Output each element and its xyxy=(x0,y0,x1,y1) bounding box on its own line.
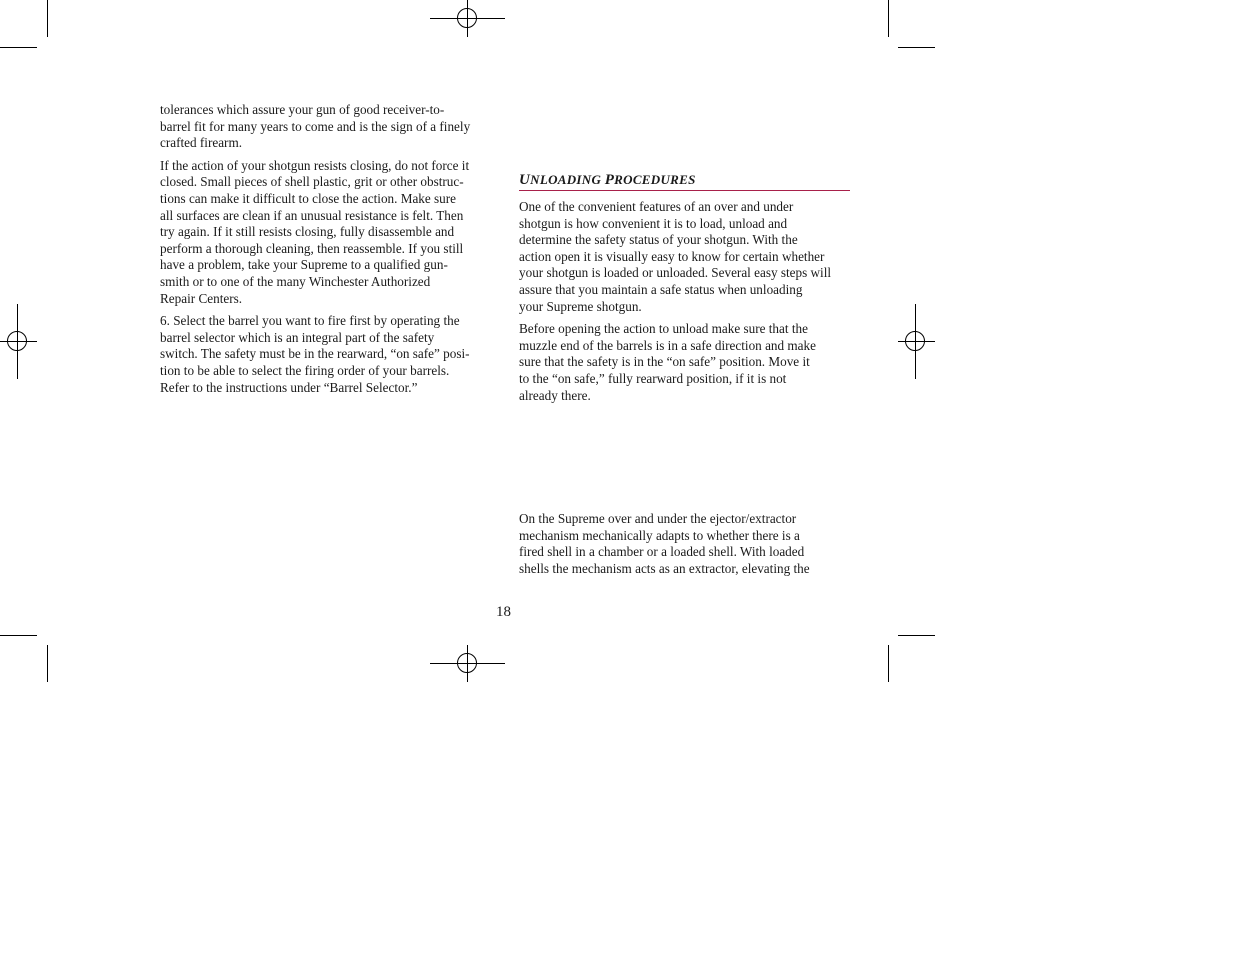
paragraph xyxy=(160,102,495,152)
right-column xyxy=(519,199,854,410)
text-line: have a problem, take your Supreme to a qualified gun- xyxy=(160,257,448,273)
text-line: tions can make it difficult to close the action. Make sure xyxy=(160,190,457,206)
text-line: your shotgun is loaded or unloaded. Several easy steps will xyxy=(519,265,832,281)
text-line: Repair Centers. xyxy=(160,290,243,306)
paragraph xyxy=(519,321,854,404)
text-line: to the “on safe,” fully rearward position, if it is not xyxy=(519,370,787,386)
crop-mark xyxy=(888,0,889,37)
text-line: barrel selector which is an integral part of the safety xyxy=(160,329,435,345)
section-heading xyxy=(519,172,850,191)
text-line: On the Supreme over and under the ejector/extractor xyxy=(519,511,797,526)
text-line: muzzle end of the barrels is in a safe direction and make xyxy=(519,337,816,353)
text-line: Before opening the action to unload make sure that the xyxy=(519,321,808,337)
text-line: tion to be able to select the firing order of your barrels. xyxy=(160,362,450,378)
crop-mark xyxy=(0,47,37,48)
text-line: closed. Small pieces of shell plastic, grit or other obstruc- xyxy=(160,174,464,190)
text-line: sure that the safety is in the “on safe” position. Move it xyxy=(519,354,810,370)
left-column xyxy=(160,102,495,402)
text-line: your Supreme shotgun. xyxy=(519,298,642,314)
text-line: 6. Select the barrel you want to fire first by operating the xyxy=(160,313,460,329)
text-line: perform a thorough cleaning, then reassemble. If you still xyxy=(160,240,464,256)
text-line: fired shell in a chamber or a loaded shell. With loaded xyxy=(519,544,805,560)
crop-mark xyxy=(47,645,48,682)
text-line: shells the mechanism acts as an extractor, elevating the xyxy=(519,560,810,576)
heading-part: P xyxy=(604,172,615,188)
text-line: determine the safety status of your shotgun. With the xyxy=(519,232,798,248)
text-line: mechanism mechanically adapts to whether there is a xyxy=(519,527,800,543)
page-number: 18 xyxy=(496,604,511,620)
text-line: assure that you maintain a safe status when unloading xyxy=(519,281,803,297)
text-line: Refer to the instructions under “Barrel Selector.” xyxy=(160,379,418,395)
crop-mark xyxy=(0,635,37,636)
text-line: already there. xyxy=(519,387,591,403)
crop-mark xyxy=(888,645,889,682)
text-line: shotgun is how convenient it is to load, unload and xyxy=(519,215,788,231)
text-line: If the action of your shotgun resists closing, do not force it xyxy=(160,157,470,173)
text-line: barrel fit for many years to come and is the sign of a finely xyxy=(160,118,471,134)
crop-mark xyxy=(47,0,48,37)
text-line: switch. The safety must be in the rearward, “on safe” posi- xyxy=(160,346,470,362)
text-line: crafted firearm. xyxy=(160,135,242,151)
paragraph xyxy=(519,511,854,577)
crop-mark xyxy=(898,635,935,636)
paragraph xyxy=(160,158,495,307)
text-line: try again. If it still resists closing, fully disassemble and xyxy=(160,224,455,240)
text-line: smith or to one of the many Winchester Authorized xyxy=(160,273,431,289)
text-line: action open it is visually easy to know for certain whether xyxy=(519,248,825,264)
crop-mark xyxy=(898,47,935,48)
paragraph xyxy=(519,199,854,315)
text-line: tolerances which assure your gun of good receiver-to- xyxy=(160,102,445,117)
heading-part: U xyxy=(519,172,531,188)
paragraph xyxy=(160,313,495,396)
text-line: all surfaces are clean if an unusual resistance is felt. Then xyxy=(160,207,464,223)
right-column-bottom xyxy=(519,511,854,583)
text-line: One of the convenient features of an over and under xyxy=(519,199,794,214)
heading-part: ROCEDURES xyxy=(614,172,696,187)
heading-part: NLOADING xyxy=(530,172,605,187)
